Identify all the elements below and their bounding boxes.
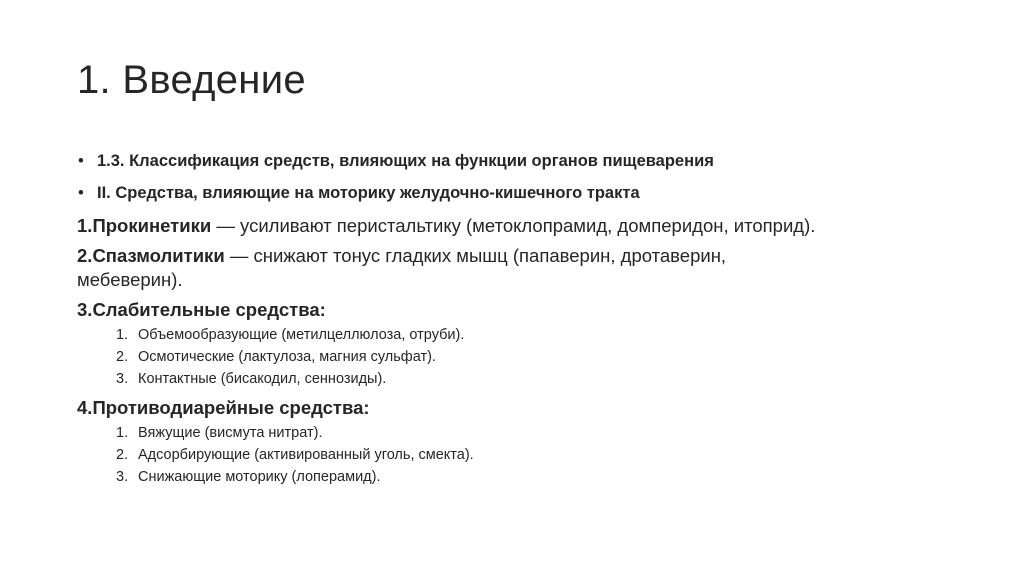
sub-item-number: 1. [116, 425, 129, 441]
numbered-item-spasmolytics [77, 244, 957, 292]
list-item [116, 444, 957, 466]
sub-item-number: 1. [116, 327, 129, 343]
list-item [116, 324, 957, 346]
item-text: — усиливают перистальтику (метоклопрамид, домперидон, итоприд). [211, 215, 816, 236]
bullet-item [77, 150, 957, 172]
bullet-dot-icon: • [78, 184, 84, 202]
item-number: 2. [77, 245, 93, 266]
item-text-continuation: мебеверин). [77, 269, 183, 290]
list-item [116, 368, 957, 390]
item-text: — снижают тонус гладких мышц (папаверин, дротаверин, [224, 245, 727, 266]
sublist-antidiarrheals [116, 422, 957, 488]
sub-item-number: 3. [116, 371, 129, 387]
sub-item-text: Адсорбирующие (активированный уголь, смекта). [138, 447, 474, 463]
item-number: 1. [77, 215, 93, 236]
sub-item-text: Объемообразующие (метилцеллюлоза, отруби). [138, 327, 465, 343]
bullet-text: 1.3. Классификация средств, влияющих на функции органов пищеварения [97, 152, 714, 170]
numbered-item-antidiarrheals [77, 396, 957, 420]
item-number: 4. [77, 397, 93, 418]
sublist-laxatives [116, 324, 957, 390]
sub-item-number: 2. [116, 447, 129, 463]
bullet-dot-icon: • [78, 152, 84, 170]
bullet-text: II. Средства, влияющие на моторику желудочно-кишечного тракта [97, 184, 640, 202]
slide-content [77, 150, 957, 494]
sub-item-text: Снижающие моторику (лоперамид). [138, 469, 381, 485]
item-heading: Спазмолитики [92, 245, 225, 266]
sub-item-number: 3. [116, 469, 129, 485]
sub-item-text: Осмотические (лактулоза, магния сульфат). [138, 349, 436, 365]
slide-title: 1. Введение [77, 58, 306, 102]
list-item [116, 466, 957, 488]
list-item [116, 422, 957, 444]
item-heading: Прокинетики [92, 215, 212, 236]
list-item [116, 346, 957, 368]
sub-item-number: 2. [116, 349, 129, 365]
item-heading: Противодиарейные средства: [92, 397, 370, 418]
item-heading: Слабительные средства: [92, 299, 326, 320]
sub-item-text: Вяжущие (висмута нитрат). [138, 425, 323, 441]
sub-item-text: Контактные (бисакодил, сеннозиды). [138, 371, 387, 387]
item-number: 3. [77, 299, 93, 320]
bullet-item [77, 182, 957, 204]
numbered-item-prokinetics [77, 214, 957, 238]
numbered-item-laxatives [77, 298, 957, 322]
